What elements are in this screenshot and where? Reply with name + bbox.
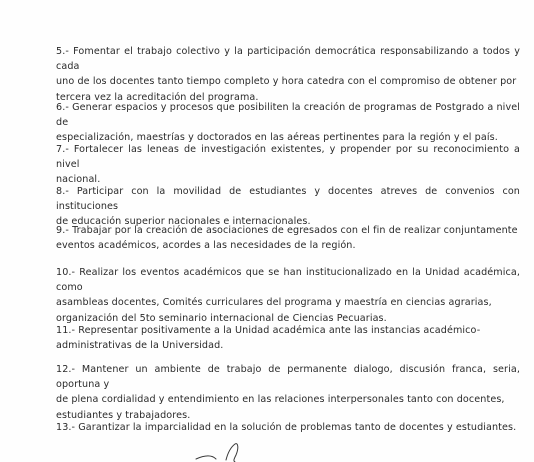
list-item-11 — [56, 323, 520, 353]
list-item-5 — [56, 44, 520, 105]
item-12-line-1: 12.- Mantener un ambiente de trabajo de permanente dialogo, discusión franca, seria, oportuna y — [56, 364, 520, 391]
item-10-line-2: asambleas docentes, Comités curriculares del programa y maestría en ciencias agrarias, — [56, 297, 492, 309]
list-item-9 — [56, 223, 520, 253]
item-6-line-2: especialización, maestrías y doctorados en las aéreas pertinentes para la región y el país. — [56, 132, 498, 144]
item-6-line-1: 6.- Generar espacios y procesos que posibiliten la creación de programas de Postgrado a nivel de — [56, 102, 520, 129]
item-9-line-2: eventos académicos, acordes a las necesidades de la región. — [56, 240, 356, 252]
list-item-7 — [56, 142, 520, 188]
item-5-line-3: tercera vez la acreditación del programa. — [56, 91, 259, 103]
item-5-line-1: 5.- Fomentar el trabajo colectivo y la participación democrática responsabilizando a todos y cada — [56, 46, 520, 73]
item-9-line-1: 9.- Trabajar por la creación de asociaciones de egresados con el fin de realizar conjuntamente — [56, 225, 518, 236]
item-7-line-2: nacional. — [56, 174, 101, 186]
item-10-line-3: organización del 5to seminario internacional de Ciencias Pecuarias. — [56, 312, 387, 324]
item-8-line-2: de educación superior nacionales e internacionales. — [56, 216, 311, 228]
list-item-13 — [56, 420, 520, 435]
item-10-line-1: 10.- Realizar los eventos académicos que se han institucionalizado en la Unidad académica, como — [56, 267, 520, 294]
item-12-line-3: estudiantes y trabajadores. — [56, 409, 191, 421]
item-11-line-2: administrativas de la Universidad. — [56, 340, 224, 352]
item-8-line-1: 8.- Participar con la movilidad de estudiantes y docentes atreves de convenios con instituciones — [56, 186, 520, 213]
item-5-line-2: uno de los docentes tanto tiempo completo y hora catedra con el compromiso de obtener por — [56, 76, 517, 88]
item-7-line-1: 7.- Fortalecer las leneas de investigación existentes, y propender por su reconocimiento a nivel — [56, 144, 520, 171]
item-13-line-1: 13.- Garantizar la imparcialidad en la solución de problemas tanto de docentes y estudiantes. — [56, 422, 517, 433]
item-12-line-2: de plena cordialidad y entendimiento en las relaciones interpersonales tanto con docentes, — [56, 394, 505, 406]
item-11-line-1: 11.- Representar positivamente a la Unidad académica ante las instancias académico- — [56, 325, 481, 336]
list-item-6 — [56, 100, 520, 146]
list-item-10 — [56, 265, 520, 326]
list-item-12 — [56, 362, 520, 423]
